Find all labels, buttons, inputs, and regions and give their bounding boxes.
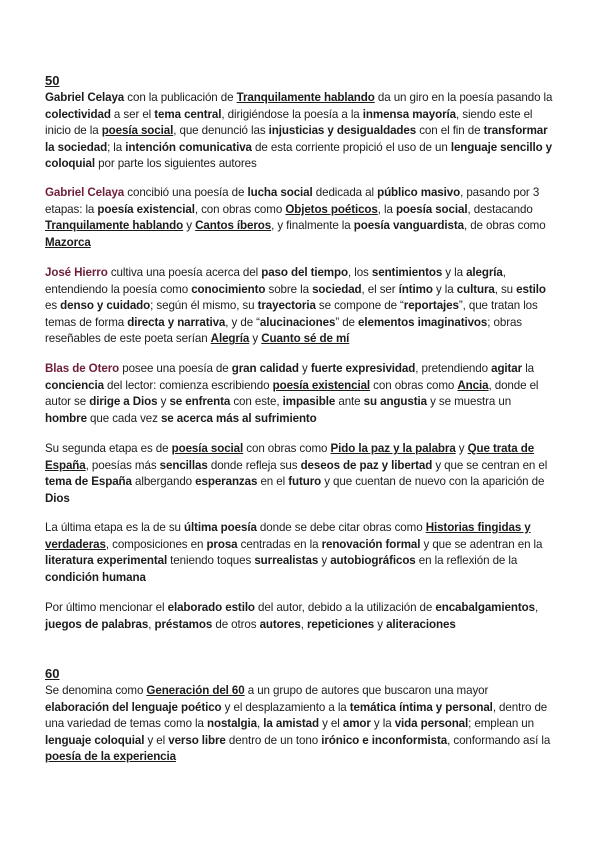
underlined-term: Que trata de España bbox=[45, 442, 535, 472]
bold-term: literatura experimental bbox=[45, 554, 168, 568]
text-run: a un grupo de autores que buscaron una mayor bbox=[244, 684, 489, 697]
underlined-term: Objetos poéticos bbox=[285, 202, 378, 216]
underlined-term: Tranquilamente hablando bbox=[236, 91, 375, 104]
bold-term: poesía social bbox=[395, 202, 468, 216]
bold-term: alegría bbox=[466, 266, 503, 279]
bold-term: deseos de paz y libertad bbox=[300, 458, 433, 472]
bold-term: poesía vanguardista bbox=[353, 219, 464, 233]
underlined-term: poesía social bbox=[171, 442, 244, 455]
underlined-term: poesía existencial bbox=[272, 378, 371, 392]
text-run: que cada vez bbox=[86, 411, 161, 425]
bold-term: tema de España bbox=[45, 475, 132, 489]
text-run: , que denunció las bbox=[173, 124, 269, 138]
text-run: en la reflexión de la bbox=[415, 554, 518, 568]
section-heading-60: 60 bbox=[45, 666, 60, 681]
bold-term: gran calidad bbox=[231, 362, 299, 375]
author-name: José Hierro bbox=[45, 266, 108, 279]
text-run: y que cuentan de nuevo con la aparición de bbox=[321, 475, 545, 489]
text-run: ; emplean un bbox=[468, 717, 534, 731]
text-run: con este, bbox=[230, 395, 283, 409]
text-run: , destacando bbox=[467, 202, 533, 216]
text-run: , conformando así la bbox=[447, 733, 551, 747]
text-run: la bbox=[522, 362, 535, 375]
text-run: ; obras reseñables de este poeta serían bbox=[45, 315, 523, 346]
bold-term: impasible bbox=[282, 395, 336, 409]
bold-term: sentimientos bbox=[371, 266, 443, 279]
bold-term: nostalgia bbox=[207, 717, 257, 731]
text-run: teniendo toques bbox=[167, 554, 255, 568]
bold-term: denso y cuidado bbox=[60, 299, 151, 313]
text-run: ; la bbox=[107, 140, 126, 154]
bold-term: lenguaje coloquial bbox=[45, 733, 145, 747]
text-run: por parte los siguientes autores bbox=[95, 157, 257, 171]
text-run: La última etapa es la de su bbox=[45, 521, 184, 534]
text-run: ” de bbox=[335, 315, 359, 329]
bold-term: su angustia bbox=[363, 395, 427, 409]
author-name: Blas de Otero bbox=[45, 362, 120, 375]
text-run: y el bbox=[144, 733, 169, 747]
text-run: ; según él mismo, su bbox=[150, 299, 258, 313]
bold-term: agitar bbox=[491, 362, 523, 375]
text-run: con la publicación de bbox=[124, 91, 237, 104]
paragraph-gabriel-celaya bbox=[45, 185, 555, 251]
bold-term: repeticiones bbox=[307, 617, 375, 631]
text-run: , bbox=[534, 601, 539, 614]
text-run: dentro de un tono bbox=[225, 733, 322, 747]
text-run: del autor, debido a la utilización de bbox=[254, 601, 436, 614]
bold-term: alucinaciones bbox=[259, 315, 336, 329]
text-run: y bbox=[298, 362, 311, 375]
text-run: de esta corriente propició el uso de un bbox=[251, 140, 451, 154]
bold-term: condición humana bbox=[45, 570, 146, 584]
bold-term: autores bbox=[259, 617, 301, 631]
text-run: y bbox=[183, 219, 196, 233]
bold-term: conocimiento bbox=[191, 282, 266, 296]
author-name: Gabriel Celaya bbox=[45, 186, 125, 199]
text-run: Por último mencionar el bbox=[45, 601, 168, 614]
text-run: y bbox=[374, 617, 387, 631]
bold-term: autobiográficos bbox=[330, 554, 416, 568]
underlined-term: Mazorca bbox=[45, 235, 91, 249]
text-run: , dentro de una variedad de temas como la bbox=[45, 700, 548, 731]
bold-term: futuro bbox=[288, 475, 322, 489]
bold-term: elaborado estilo bbox=[167, 601, 255, 614]
bold-term: elaboración del lenguaje poético bbox=[45, 700, 222, 714]
bold-term: elementos imaginativos bbox=[358, 315, 488, 329]
text-run: con obras como bbox=[370, 378, 458, 392]
bold-term: trayectoria bbox=[257, 299, 316, 313]
text-run: , poesías más bbox=[85, 458, 160, 472]
text-run: y la bbox=[442, 266, 467, 279]
bold-term: esperanzas bbox=[195, 475, 258, 489]
bold-term: surrealistas bbox=[254, 554, 319, 568]
underlined-term: poesía de la experiencia bbox=[45, 750, 176, 764]
underlined-term: Alegría bbox=[210, 332, 250, 346]
underlined-term: Historias fingidas y verdaderas bbox=[45, 521, 531, 551]
bold-term: aliteraciones bbox=[386, 617, 456, 631]
text-run: es bbox=[45, 299, 61, 313]
underlined-term: Pido la paz y la palabra bbox=[330, 442, 456, 455]
text-run: con el fin de bbox=[416, 124, 484, 138]
bold-term: dirige a Dios bbox=[89, 395, 158, 409]
paragraph-generacion-60 bbox=[45, 683, 555, 766]
text-run: , siendo este el inicio de la bbox=[45, 107, 533, 138]
text-run: se compone de “ bbox=[315, 299, 404, 313]
text-run: y el bbox=[318, 717, 343, 731]
bold-term: Gabriel Celaya bbox=[45, 91, 125, 104]
bold-term: lenguaje sencillo y coloquial bbox=[45, 140, 553, 171]
bold-term: amor bbox=[342, 717, 371, 731]
underlined-term: Ancia bbox=[457, 378, 489, 392]
bold-term: público masivo bbox=[377, 186, 461, 199]
bold-term: poesía existencial bbox=[97, 202, 195, 216]
bold-term: íntimo bbox=[398, 282, 433, 296]
bold-term: préstamos bbox=[154, 617, 213, 631]
text-run: , y de “ bbox=[225, 315, 260, 329]
bold-term: transformar la sociedad bbox=[45, 124, 548, 154]
bold-term: verso libre bbox=[168, 733, 226, 747]
text-run: ante bbox=[335, 395, 364, 409]
bold-term: Dios bbox=[45, 491, 70, 505]
text-run: , de obras como bbox=[463, 219, 546, 233]
bold-term: temática íntima y personal bbox=[349, 700, 493, 714]
bold-term: irónico e inconformista bbox=[321, 733, 448, 747]
underlined-term: Cuanto sé de mí bbox=[261, 332, 350, 346]
bold-term: sencillas bbox=[159, 458, 208, 472]
text-run: donde refleja sus bbox=[207, 458, 301, 472]
text-run: , dirigiéndose la poesía a la bbox=[221, 107, 363, 121]
text-run: , pasando por 3 etapas: la bbox=[45, 186, 540, 216]
text-run: y se muestra un bbox=[426, 395, 512, 409]
bold-term: vida personal bbox=[394, 717, 469, 731]
text-run: , la bbox=[377, 202, 396, 216]
text-run: con obras como bbox=[243, 442, 331, 455]
bold-term: injusticias y desigualdades bbox=[268, 124, 417, 138]
bold-term: directa y narrativa bbox=[127, 315, 226, 329]
text-run: y que se adentran en la bbox=[420, 537, 543, 551]
paragraph-estilo bbox=[45, 600, 555, 633]
text-run: y bbox=[249, 332, 262, 346]
bold-term: se acerca más al sufrimiento bbox=[160, 411, 317, 425]
text-run: , el ser bbox=[361, 282, 399, 296]
underlined-term: Generación del 60 bbox=[146, 684, 245, 697]
text-run: Se denomina como bbox=[45, 684, 147, 697]
bold-term: reportajes bbox=[403, 299, 459, 313]
text-run: y la bbox=[432, 282, 457, 296]
paragraph-jose-hierro bbox=[45, 265, 555, 348]
text-run: , bbox=[257, 717, 264, 731]
underlined-term: Cantos íberos bbox=[195, 219, 272, 233]
paragraph-intro-50 bbox=[45, 90, 555, 173]
bold-term: encabalgamientos bbox=[435, 601, 535, 614]
bold-term: última poesía bbox=[184, 521, 257, 534]
text-run: donde se debe citar obras como bbox=[256, 521, 426, 534]
bold-term: conciencia bbox=[45, 378, 104, 392]
text-run: del lector: comienza escribiendo bbox=[103, 378, 273, 392]
text-run: de otros bbox=[212, 617, 260, 631]
bold-term: lucha social bbox=[247, 186, 313, 199]
text-run: , composiciones en bbox=[105, 537, 207, 551]
text-run: , su bbox=[494, 282, 517, 296]
paragraph-segunda-etapa bbox=[45, 441, 555, 507]
text-run: albergando bbox=[131, 475, 196, 489]
paragraph-blas-de-otero bbox=[45, 361, 555, 427]
bold-term: inmensa mayoría bbox=[362, 107, 456, 121]
bold-term: estilo bbox=[516, 282, 546, 296]
text-run: cultiva una poesía acerca del bbox=[107, 266, 262, 279]
bold-term: intención comunicativa bbox=[125, 140, 252, 154]
bold-term: se enfrenta bbox=[169, 395, 231, 409]
bold-term: cultura bbox=[456, 282, 495, 296]
underlined-term: poesía social bbox=[101, 124, 174, 138]
bold-term: paso del tiempo bbox=[261, 266, 348, 279]
bold-term: la amistad bbox=[263, 717, 319, 731]
bold-term: renovación formal bbox=[321, 537, 421, 551]
bold-term: fuerte expresividad bbox=[310, 362, 416, 375]
text-run: en el bbox=[257, 475, 289, 489]
text-run: y el desplazamiento a la bbox=[221, 700, 350, 714]
text-run: , bbox=[148, 617, 155, 631]
text-run: ”, que tratan los temas de forma bbox=[45, 299, 538, 329]
section-heading-50: 50 bbox=[45, 73, 60, 88]
text-run: y que se centran en el bbox=[432, 458, 548, 472]
text-run: y bbox=[157, 395, 170, 409]
text-run: , pretendiendo bbox=[415, 362, 492, 375]
text-run: , con obras como bbox=[194, 202, 286, 216]
paragraph-ultima-etapa bbox=[45, 520, 555, 586]
bold-term: sociedad bbox=[312, 282, 362, 296]
underlined-term: Tranquilamente hablando bbox=[45, 219, 184, 233]
bold-term: colectividad bbox=[45, 107, 111, 121]
bold-term: tema central bbox=[154, 107, 222, 121]
text-run: y la bbox=[370, 717, 395, 731]
bold-term: juegos de palabras bbox=[45, 617, 149, 631]
text-run: , y finalmente la bbox=[271, 219, 354, 233]
text-run: da un giro en la poesía pasando la bbox=[374, 91, 553, 104]
text-run: concibió una poesía de bbox=[124, 186, 248, 199]
text-run: , donde el autor se bbox=[45, 378, 539, 409]
text-run: sobre la bbox=[265, 282, 313, 296]
text-run: dedicada al bbox=[312, 186, 378, 199]
text-run: a ser el bbox=[110, 107, 155, 121]
text-run: posee una poesía de bbox=[119, 362, 232, 375]
text-run: Su segunda etapa es de bbox=[45, 442, 172, 455]
text-run: , los bbox=[347, 266, 372, 279]
text-run: centradas en la bbox=[237, 537, 322, 551]
bold-term: hombre bbox=[45, 411, 87, 425]
text-run: y bbox=[455, 442, 468, 455]
bold-term: prosa bbox=[206, 537, 238, 551]
text-run: , entendiendo la poesía como bbox=[45, 266, 506, 296]
text-run: , bbox=[300, 617, 308, 631]
text-run: y bbox=[318, 554, 331, 568]
